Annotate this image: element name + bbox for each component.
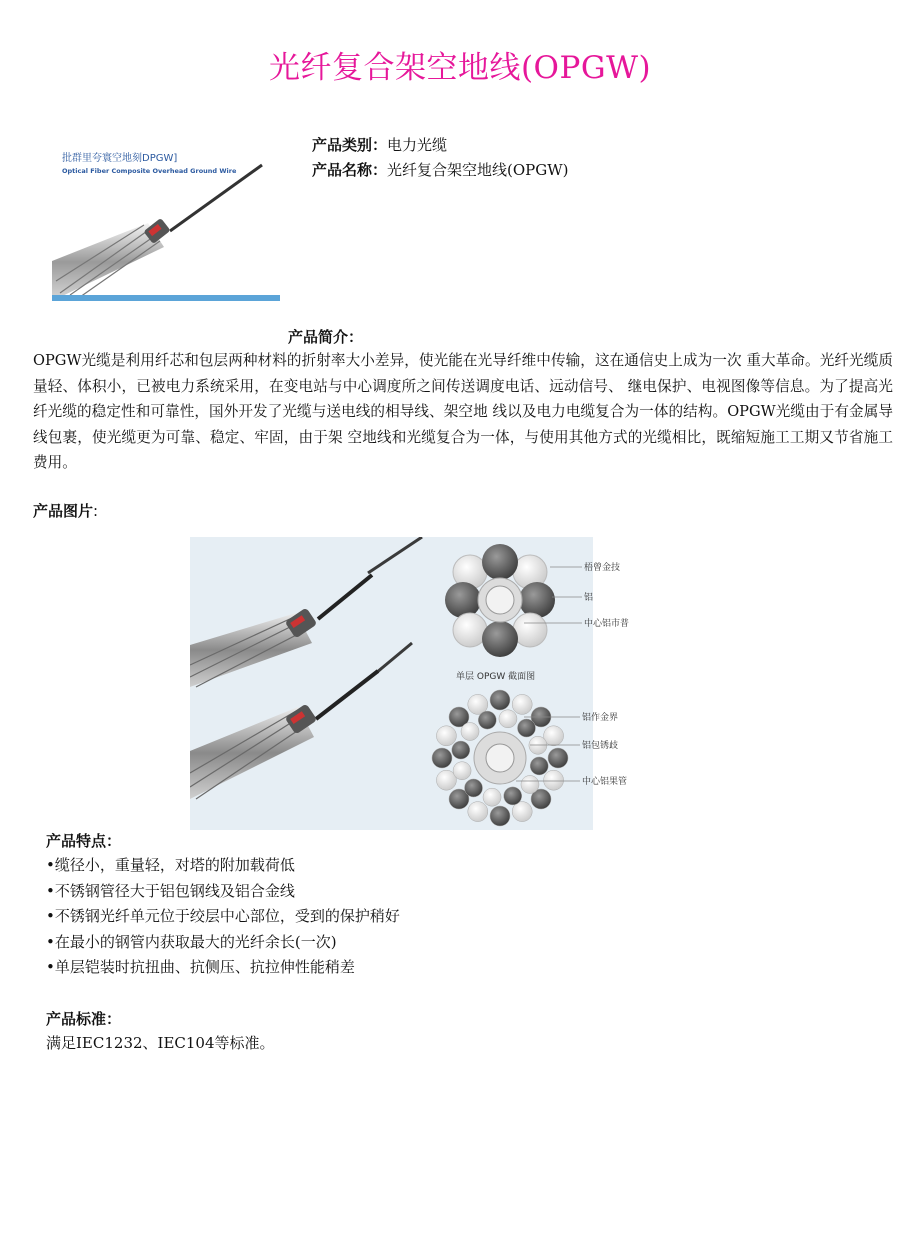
top-label-3: 中心铝市普	[584, 619, 630, 629]
cross-section-diagram	[190, 537, 640, 830]
feature-item: •缆径小，重量轻，对塔的附加载荷低	[46, 856, 295, 874]
single-layer-cross-section	[445, 544, 555, 657]
features-heading: 产品特点：	[46, 832, 122, 850]
pictures-heading	[33, 500, 98, 521]
feature-item: •在最小的钢管内获取最大的光纤余长(一次)	[46, 932, 337, 951]
hero-product-image	[52, 143, 280, 301]
features-list	[46, 853, 400, 981]
bottom-label-3: 中心铝果管	[582, 777, 628, 787]
pictures-heading-colon: :	[93, 502, 99, 520]
feature-item: •不锈钢管径大于铝包钢线及铝合金线	[46, 881, 295, 900]
product-category	[312, 134, 447, 156]
standard-heading: 产品标准：	[46, 1010, 122, 1028]
hero-caption-cn: 批群里夸寰空地刻DPGW]	[62, 153, 178, 164]
top-label-2: 铝	[584, 593, 594, 603]
top-label-1: 梧曾金技	[584, 563, 621, 573]
standard-text: 满足IEC1232、IEC104等标准。	[46, 1034, 275, 1052]
category-value: 电力光缆	[387, 136, 448, 154]
page-title: 光纤复合架空地线(OPGW)	[268, 50, 652, 86]
pictures-heading-text: 产品图片	[33, 502, 94, 520]
bottom-label-1: 铝作金界	[582, 713, 619, 723]
hero-caption-en: Optical Fiber Composite Overhead Ground Wire	[62, 167, 237, 175]
intro-paragraph: OPGW光缆是利用纤芯和包层两种材料的折射率大小差异，使光能在光导纤维中传输，这在通信史上成为一次 重大革命。光纤光缆质量轻、体积小，已被电力系统采用，在变电站与中心调度所之间传送调度电话、远动信号、 继电保护、电视图像等信息。为了提高光纤光缆的稳定性和可靠性，国外开发了光缆与送电线的相导线、架空地 线以及电力电缆复合为一体的结构。OPGW光缆由于有金属导线包裹，使光缆更为可靠、稳定、牢固，由于架 空地线和光缆复合为一体，与使用其他方式的光缆相比，既缩短施工工期又节省施工费用。	[33, 352, 893, 471]
name-value: 光纤复合架空地线(OPGW)	[387, 161, 569, 179]
product-name	[312, 159, 569, 181]
intro-heading: 产品简介：	[288, 328, 364, 346]
top-diagram-caption: 单层 OPGW 截面图	[456, 672, 536, 682]
category-label: 产品类别：	[312, 136, 388, 154]
name-label: 产品名称：	[312, 161, 388, 179]
double-layer-cross-section	[432, 690, 568, 826]
feature-item: •不锈钢光纤单元位于绞层中心部位，受到的保护稍好	[46, 907, 400, 925]
product-cross-section-image	[190, 537, 630, 830]
cable-illustration	[52, 143, 280, 301]
feature-item: •单层铠装时抗扭曲、抗侧压、抗拉伸性能稍差	[46, 958, 355, 976]
bottom-label-2: 铝包锈歧	[582, 741, 619, 751]
